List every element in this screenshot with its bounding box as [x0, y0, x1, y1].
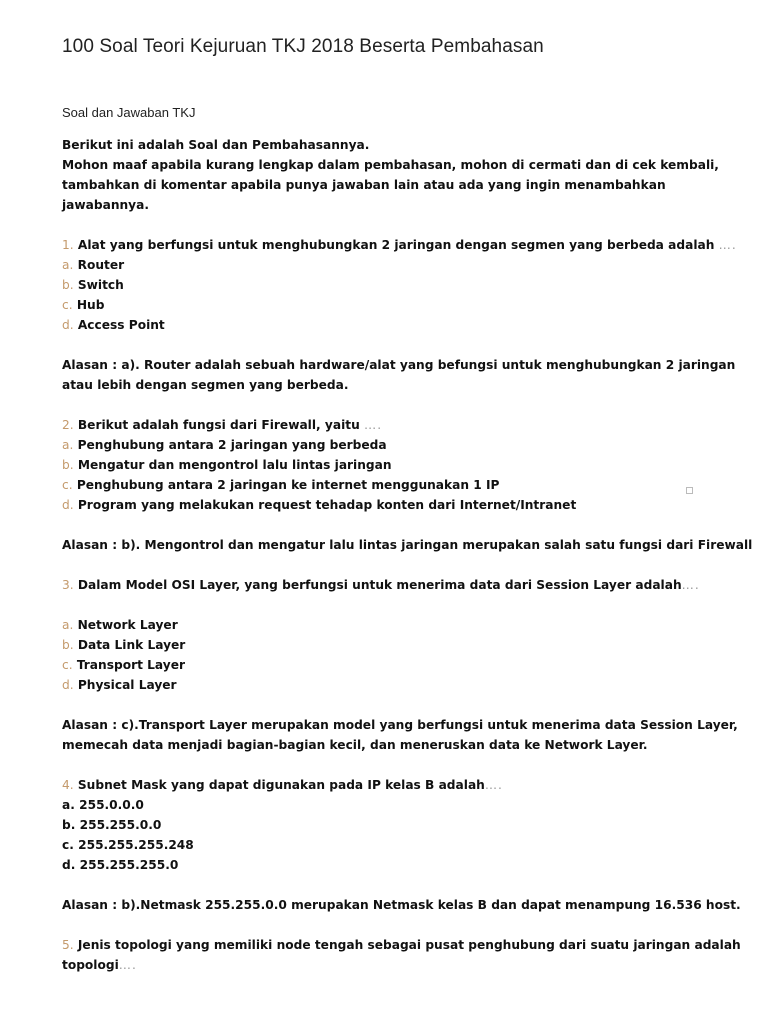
- question-text: topologi: [62, 958, 119, 972]
- answer-reason: Alasan : a). Router adalah sebuah hardware/alat yang befungsi untuk menghubungkan 2 jaringan: [62, 358, 736, 372]
- question-text: Jenis topologi yang memiliki node tengah sebagai pusat penghubung dari suatu jaringan adalah: [77, 938, 741, 952]
- question-text: Subnet Mask yang dapat digunakan pada IP kelas B adalah: [77, 778, 485, 792]
- option-c: [62, 475, 722, 495]
- option-d: [62, 675, 722, 695]
- option-label: b.: [62, 818, 76, 832]
- question-4: [62, 775, 722, 795]
- option-a: [62, 255, 722, 275]
- option-c: [62, 295, 722, 315]
- question-text: Alat yang berfungsi untuk menghubungkan 2 jaringan dengan segmen yang berbeda adalah: [77, 238, 715, 252]
- option-label: c.: [62, 838, 74, 852]
- option-label: a.: [62, 258, 74, 272]
- option-label: a.: [62, 618, 74, 632]
- option-label: c.: [62, 298, 73, 312]
- question-dots: ….: [118, 958, 137, 972]
- option-text: Mengatur dan mengontrol lalu lintas jaringan: [77, 458, 392, 472]
- option-text: Access Point: [77, 318, 165, 332]
- question-2: [62, 415, 722, 435]
- option-text: Hub: [76, 298, 105, 312]
- answer-reason: memecah data menjadi bagian-bagian kecil, dan meneruskan data ke Network Layer.: [62, 738, 648, 752]
- option-d: [62, 855, 722, 875]
- option-c: [62, 835, 722, 855]
- answer-reason: atau lebih dengan segmen yang berbeda.: [62, 378, 349, 392]
- question-dots: ….: [681, 578, 700, 592]
- question-number: 1.: [62, 238, 74, 252]
- question-number: 2.: [62, 418, 74, 432]
- question-3: [62, 575, 722, 595]
- answer-reason: Alasan : c).Transport Layer merupakan model yang berfungsi untuk menerima data Session Layer,: [62, 718, 738, 732]
- option-d: [62, 315, 722, 335]
- question-number: 4.: [62, 778, 74, 792]
- option-label: a.: [62, 798, 75, 812]
- option-b: [62, 635, 722, 655]
- option-label: c.: [62, 658, 73, 672]
- document-body: [62, 135, 753, 975]
- option-a: [62, 435, 722, 455]
- option-a: [62, 795, 722, 815]
- question-dots: ….: [364, 418, 383, 432]
- intro-line: Berikut ini adalah Soal dan Pembahasannya.: [62, 138, 370, 152]
- option-text: 255.255.0.0: [79, 818, 162, 832]
- question-number: 3.: [62, 578, 74, 592]
- option-b: [62, 275, 722, 295]
- option-label: d.: [62, 678, 74, 692]
- option-text: Network Layer: [77, 618, 178, 632]
- question-1: [62, 235, 737, 255]
- question-text: Berikut adalah fungsi dari Firewall, yaitu: [77, 418, 360, 432]
- option-text: Penghubung antara 2 jaringan yang berbeda: [77, 438, 387, 452]
- document-title: 100 Soal Teori Kejuruan TKJ 2018 Beserta Pembahasan: [62, 36, 544, 57]
- placeholder-square-icon: [686, 487, 693, 494]
- option-label: b.: [62, 458, 74, 472]
- option-text: 255.255.255.0: [79, 858, 179, 872]
- question-dots: ….: [484, 778, 503, 792]
- option-d: [62, 495, 722, 515]
- intro-line: tambahkan di komentar apabila punya jawaban lain atau ada yang ingin menambahkan: [62, 178, 666, 192]
- option-a: [62, 615, 722, 635]
- option-text: 255.255.255.248: [78, 838, 194, 852]
- answer-reason: Alasan : b).Netmask 255.255.0.0 merupakan Netmask kelas B dan dapat menampung 16.536 host.: [62, 898, 741, 912]
- intro-line: Mohon maaf apabila kurang lengkap dalam pembahasan, mohon di cermati dan di cek kembali,: [62, 158, 719, 172]
- option-text: Physical Layer: [77, 678, 177, 692]
- question-dots: ….: [718, 238, 737, 252]
- option-label: d.: [62, 318, 74, 332]
- intro-line: jawabannya.: [62, 198, 149, 212]
- option-text: Router: [77, 258, 125, 272]
- option-text: Penghubung antara 2 jaringan ke internet menggunakan 1 IP: [76, 478, 500, 492]
- option-b: [62, 815, 722, 835]
- option-label: b.: [62, 278, 74, 292]
- option-label: c.: [62, 478, 73, 492]
- question-5: [62, 935, 741, 955]
- question-5-continued: [62, 955, 722, 975]
- option-text: Transport Layer: [76, 658, 185, 672]
- question-number: 5.: [62, 938, 74, 952]
- option-label: b.: [62, 638, 74, 652]
- option-text: Program yang melakukan request tehadap konten dari Internet/Intranet: [77, 498, 577, 512]
- option-label: a.: [62, 438, 74, 452]
- option-text: Switch: [77, 278, 124, 292]
- option-c: [62, 655, 722, 675]
- option-text: Data Link Layer: [77, 638, 186, 652]
- option-b: [62, 455, 722, 475]
- answer-reason: Alasan : b). Mengontrol dan mengatur lalu lintas jaringan merupakan salah satu fungsi dari Firewall: [62, 538, 753, 552]
- option-label: d.: [62, 858, 76, 872]
- document-subtitle: Soal dan Jawaban TKJ: [62, 105, 196, 120]
- question-text: Dalam Model OSI Layer, yang berfungsi untuk menerima data dari Session Layer adalah: [77, 578, 682, 592]
- option-label: d.: [62, 498, 74, 512]
- option-text: 255.0.0.0: [79, 798, 144, 812]
